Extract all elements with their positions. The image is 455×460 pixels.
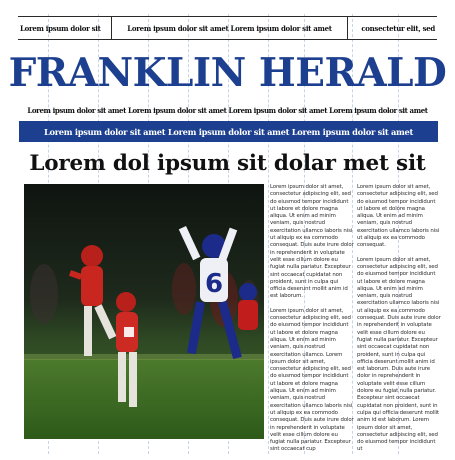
column-paragraph: Lorem ipsum dolor sit amet, consectetur adipiscing elit, sed do eiusmod tempor incididunt ut labore et dolore magna aliqua. Ut enim ad minim veniam, quis nostrud exercitation ullamco laboris nisi ut aliquip ex ea commodo consequat. Duis aute irure dolor in reprehenderit in voluptate velit esse cillum dolore eu fugiat nulla pariatur. Excepteur sint occaecat cupidatat non proident, sunt in culpa qui officia deserunt mollit anim id est laborum. Duis aute irure dolor in reprehenderit in voluptate velit esse cillum dolore eu fugiat nulla pariatur. Excepteur sint occaecat cupidatat non proident, sunt in culpa qui officia deserunt mollit anim id est laborum. Lorem ipsum dolor sit amet, consectetur adipiscing elit, sed do eiusmod tempor incididunt ut [357,256,441,453]
top-bar-right-text: consectetur elit, sed [361,23,435,33]
article-photo [24,184,264,439]
top-bar-center-text: Lorem ipsum dolor sit amet Lorem ipsum dolor sit amet [112,17,348,39]
jersey-number: 6 [205,269,224,299]
column-paragraph: Lorem ipsum dolor sit amet, consectetur adipiscing elit, sed do eiusmod tempor incididunt ut labore et dolore magna aliqua. Ut enim ad minim veniam, quis nostrud exercitation ullamco laboris nisi ut aliquip ex ea commodo consequat. [357,184,440,249]
top-info-bar [18,16,437,40]
masthead-title: FRANKLIN HERALD [8,50,447,96]
column-paragraph: Lorem ipsum dolor sit amet, consectetur adipiscing elit, sed do eiusmod tempor incididunt ut labore et dolore magna aliqua. Ut enim ad minim veniam, quis nostrud exercitation ullamco laboris nisi ut aliquip ex ea commodo consequat. Duis aute irure dolor in reprehenderit in voluptate velit esse cillum dolore eu fugiat nulla pariatur. Excepteur sint occaecat cupidatat non proident, sunt in culpa qui officia deserunt mollit anim id est laborum. [270,184,354,300]
blue-player-right [238,283,258,330]
article-column-left [270,184,354,453]
banner-bar [19,121,438,142]
top-bar-left-text: Lorem ipsum dolor sit [18,17,112,39]
banner-text: Lorem ipsum dolor sit amet Lorem ipsum dolor sit amet Lorem ipsum dolor sit amet [43,126,414,137]
masthead-subline: Lorem ipsum dolor sit amet Lorem ipsum dolor sit amet Lorem ipsum dolor sit amet Lorem ipsum dolor sit amet [27,106,428,115]
article-column-right [357,184,441,453]
column-paragraph: Lorem ipsum dolor sit amet, consectetur adipiscing elit, sed do eiusmod tempor incididunt ut labore et dolore magna aliqua. Ut enim ad minim veniam, quis nostrud exercitation ullamco. Lorem ipsum dolor sit amet, consectetur adipiscing elit, sed do eiusmod tempor incididunt ut labore et dolore magna aliqua. Ut enim ad minim veniam, quis nostrud exercitation ullamco laboris nisi ut aliquip ex ea commodo consequat. Duis aute irure dolor in reprehenderit in voluptate velit esse cillum dolore eu fugiat nulla pariatur. Excepteur sint occaecat cup [270,307,354,453]
article-headline: Lorem dol ipsum sit dolar met sit [29,151,426,176]
grass-field [24,359,264,439]
